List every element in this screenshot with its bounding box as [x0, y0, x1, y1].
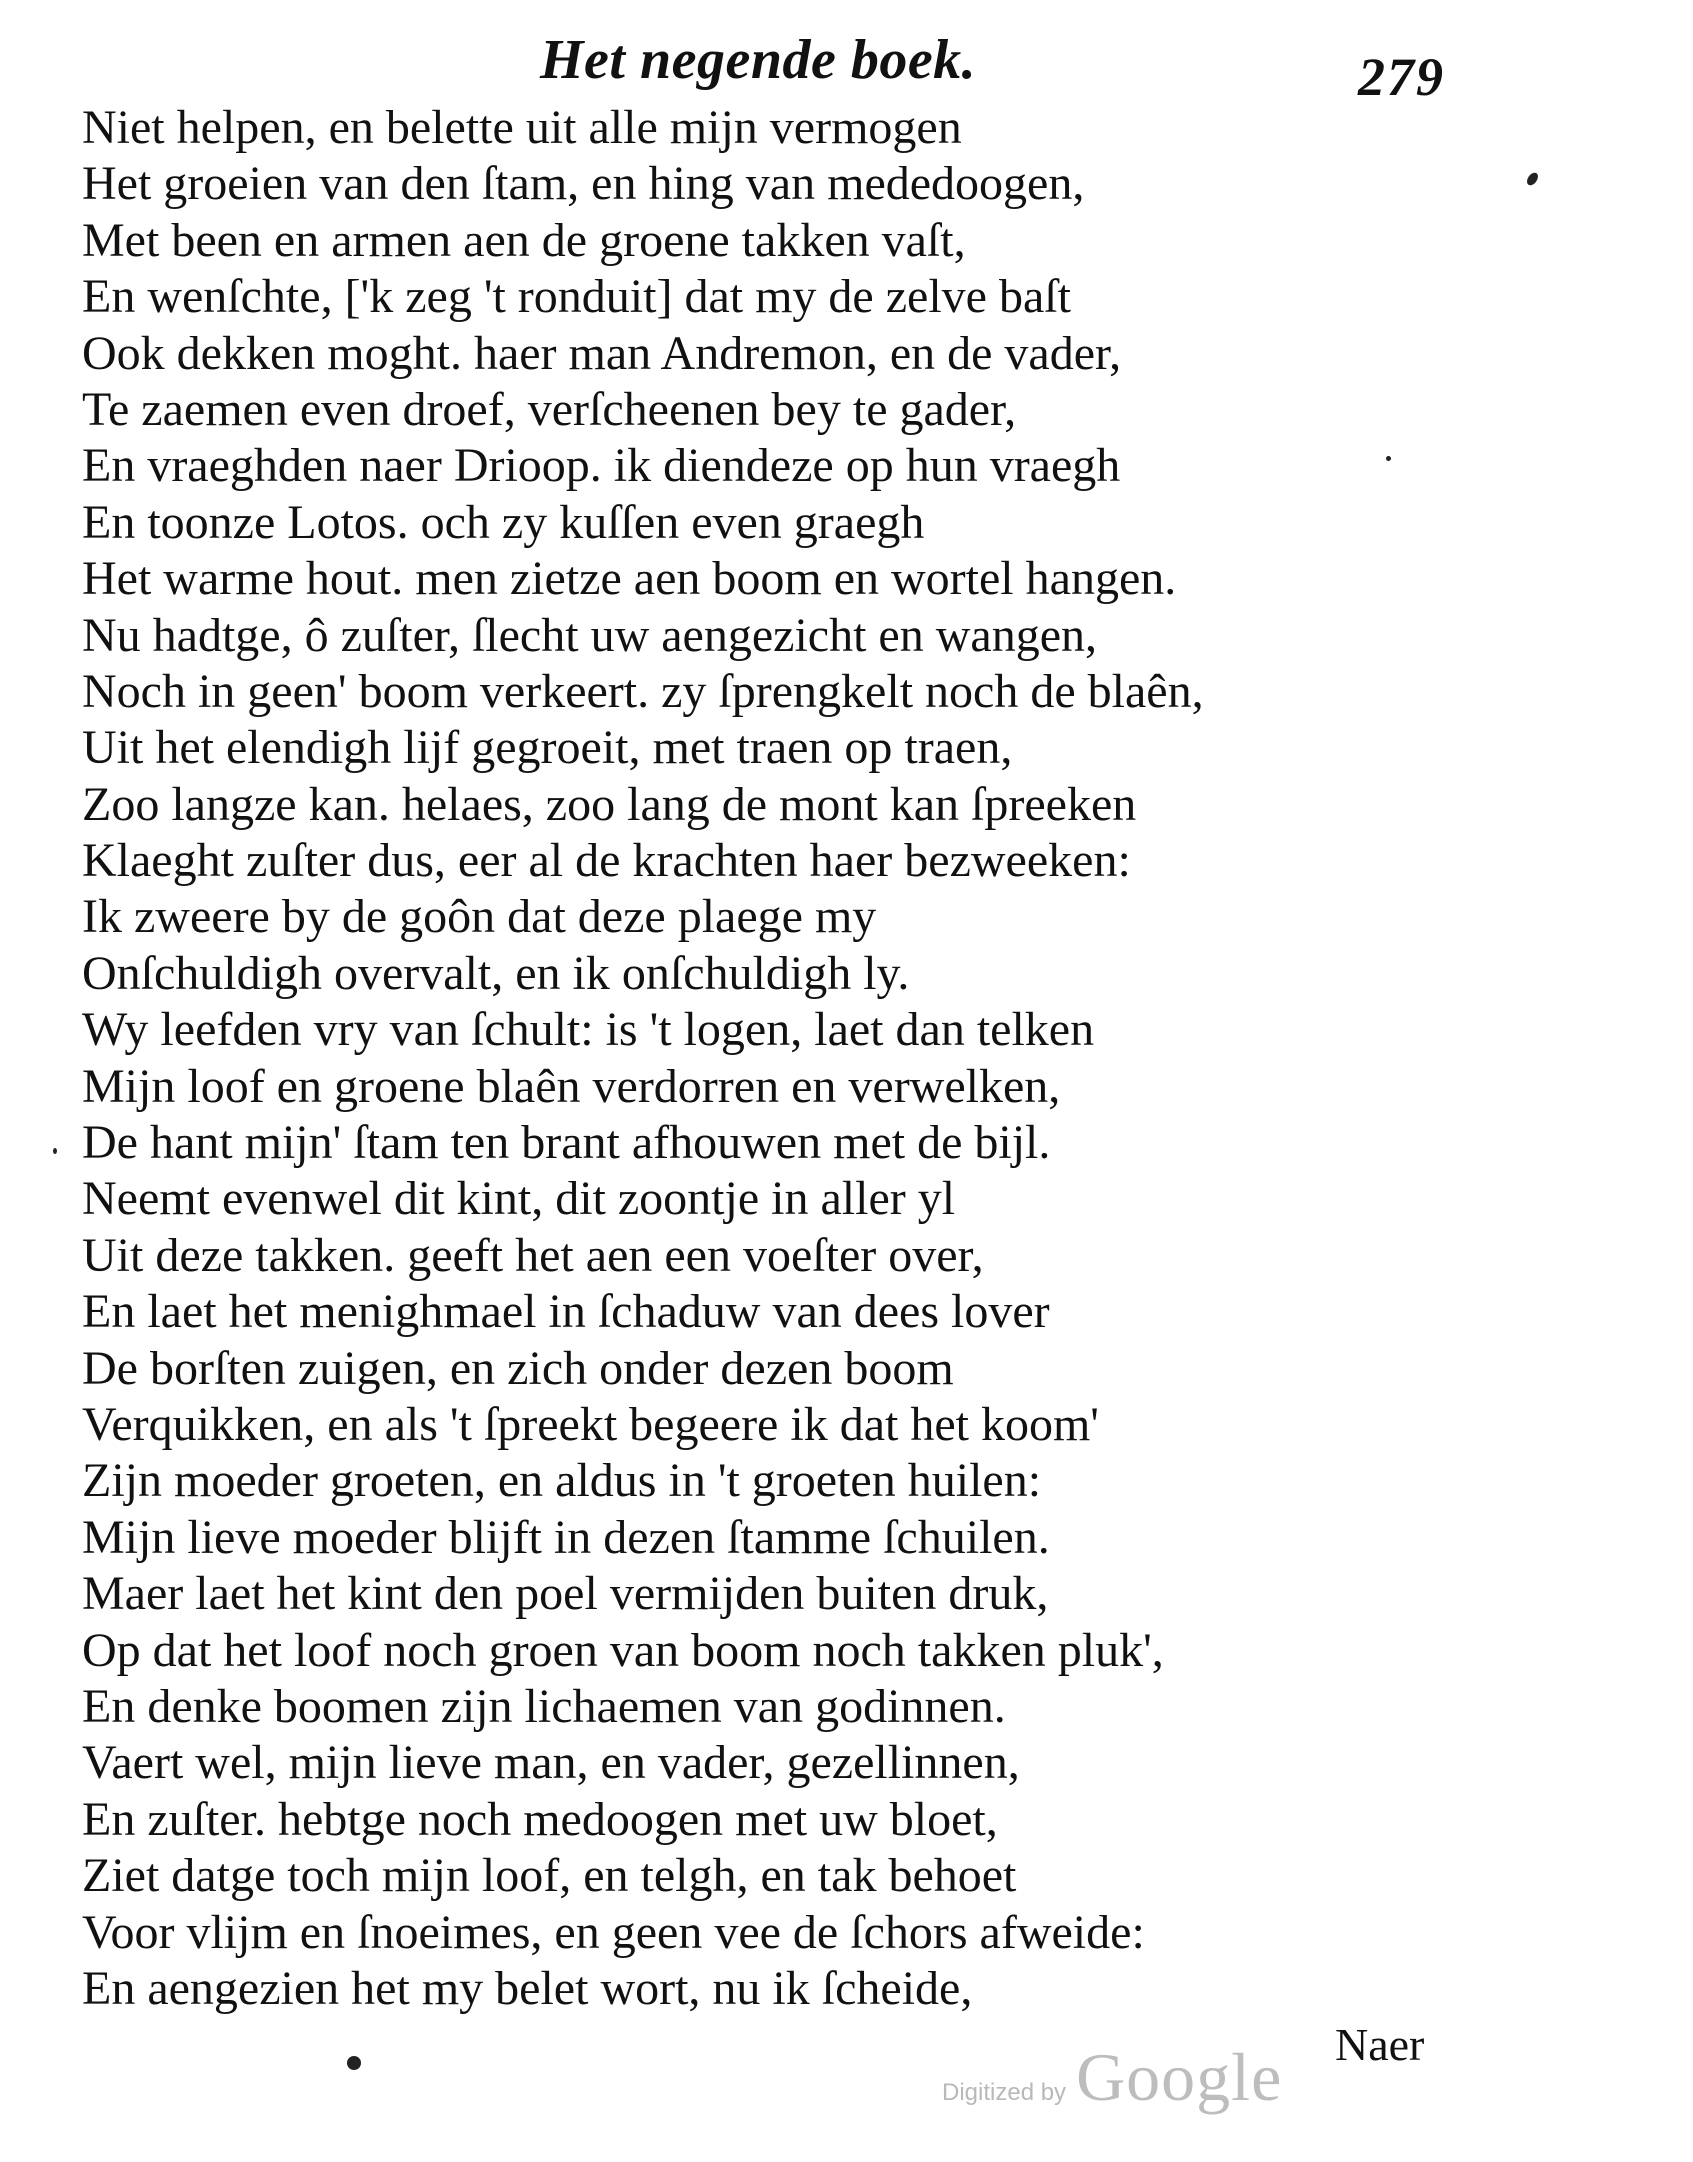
- verse-line: Ik zweere by de goôn dat deze plaege my: [82, 890, 877, 944]
- verse-line: Nu hadtge, ô zuſter, ſlecht uw aengezicht en wangen,: [82, 608, 1098, 662]
- verse-line: Voor vlijm en ſnoeimes, en geen vee de ſchors afweide:: [82, 1905, 1145, 1959]
- verse-line: Noch in geen' boom verkeert. zy ſprengkelt noch de blaên,: [82, 664, 1204, 718]
- verse-line: Ziet datge toch mijn loof, en telgh, en tak behoet: [82, 1849, 1017, 1903]
- verse-line: Vaert wel, mijn lieve man, en vader, gezellinnen,: [82, 1736, 1020, 1790]
- verse-line: Met been en armen aen de groene takken vaſt,: [82, 213, 966, 267]
- verse-line: De hant mijn' ſtam ten brant afhouwen met de bijl.: [82, 1116, 1051, 1170]
- verse-line: En aengezien het my belet wort, nu ik ſcheide,: [82, 1961, 973, 2015]
- verse-line: Verquikken, en als 't ſpreekt begeere ik dat het koom': [82, 1397, 1099, 1451]
- verse-line: Onſchuldigh overvalt, en ik onſchuldigh ly.: [82, 946, 910, 1000]
- digitized-by-watermark: [942, 2038, 1282, 2117]
- verse-line: En zuſter. hebtge noch medoogen met uw bloet,: [82, 1792, 998, 1846]
- verse-line: Te zaemen even droef, verſcheenen bey te gader,: [82, 382, 1017, 436]
- verse-line: Mijn loof en groene blaên verdorren en verwelken,: [82, 1059, 1061, 1113]
- verse-line: En vraeghden naer Drioop. ik diendeze op hun vraegh: [82, 439, 1121, 493]
- ink-speck: [1525, 171, 1540, 188]
- verse-line: Mijn lieve moeder blijft in dezen ſtamme ſchuilen.: [82, 1510, 1050, 1564]
- verse-line: Zijn moeder groeten, en aldus in 't groeten huilen:: [82, 1454, 1042, 1508]
- verse-line: En toonze Lotos. och zy kuſſen even graegh: [82, 495, 925, 549]
- verse-line: Niet helpen, en belette uit alle mijn vermogen: [82, 101, 962, 154]
- page-number: 279: [1358, 47, 1445, 107]
- verse-line: De borſten zuigen, en zich onder dezen boom: [82, 1341, 954, 1395]
- verse-line: Op dat het loof noch groen van boom noch takken pluk',: [82, 1623, 1164, 1677]
- verse-line: En wenſchte, ['k zeg 't ronduit] dat my de zelve baſt: [82, 270, 1071, 324]
- catchword: Naer: [1335, 2019, 1425, 2070]
- verse-line: Klaeght zuſter dus, eer al de krachten haer bezweeken:: [82, 834, 1131, 888]
- ink-speck: [1386, 456, 1391, 461]
- ink-speck: [53, 1148, 57, 1154]
- running-title: Het negende boek.: [540, 29, 977, 91]
- verse-line: Neemt evenwel dit kint, dit zoontje in aller yl: [82, 1172, 956, 1226]
- verse-line: Het groeien van den ſtam, en hing van mededoogen,: [82, 157, 1085, 211]
- ink-speck: [347, 2056, 361, 2070]
- verse-line: Uit deze takken. geeft het aen een voeſter over,: [82, 1228, 984, 1282]
- verse-line: Het warme hout. men zietze aen boom en wortel hangen.: [82, 552, 1177, 606]
- verse-line: Wy leefden vry van ſchult: is 't logen, laet dan telken: [82, 1003, 1095, 1057]
- digitized-by-label: Digitized by: [942, 2079, 1067, 2106]
- verse-line: En laet het menighmael in ſchaduw van dees lover: [82, 1285, 1050, 1339]
- verse-line: Zoo langze kan. helaes, zoo lang de mont kan ſpreeken: [82, 777, 1137, 831]
- verse-line: Ook dekken moght. haer man Andremon, en de vader,: [82, 326, 1122, 380]
- verse-line: Uit het elendigh lijf gegroeit, met traen op traen,: [82, 721, 1013, 775]
- verse-line: En denke boomen zijn lichaemen van godinnen.: [82, 1679, 1006, 1733]
- verse-text: [82, 100, 1204, 2017]
- google-logo: Google: [1076, 2039, 1283, 2115]
- verse-line: Maer laet het kint den poel vermijden buiten druk,: [82, 1567, 1049, 1621]
